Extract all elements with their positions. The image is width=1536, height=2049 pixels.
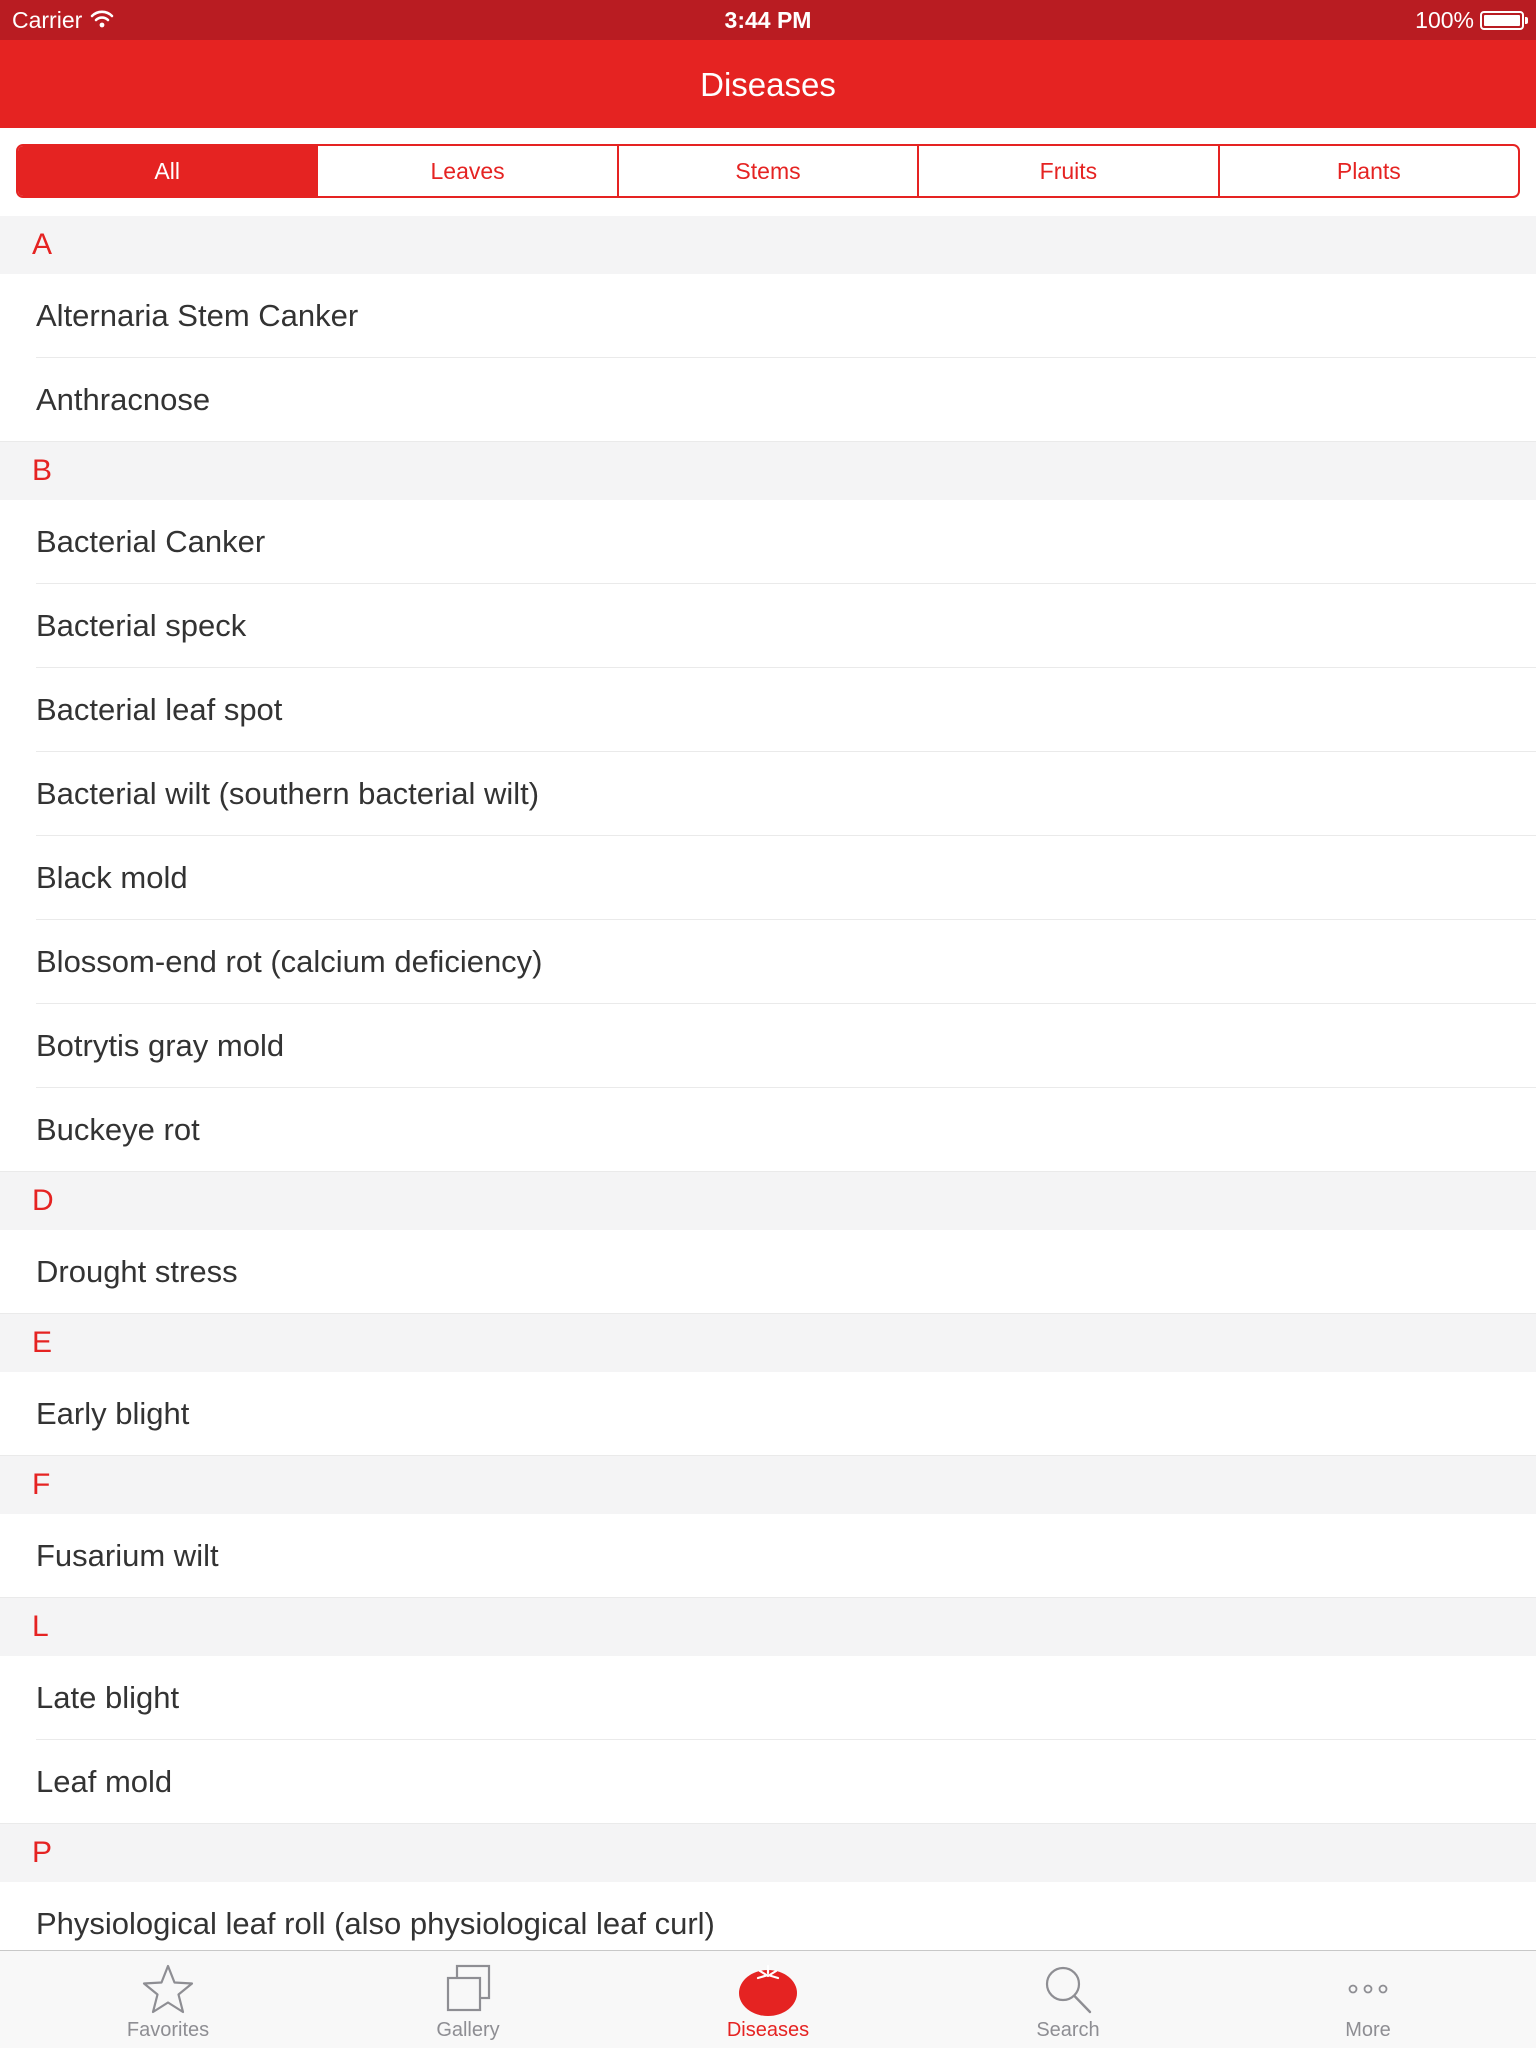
segment-leaves[interactable]: Leaves xyxy=(316,146,616,196)
segment-fruits[interactable]: Fruits xyxy=(917,146,1217,196)
tab-label: Favorites xyxy=(126,2019,210,2041)
section-header-p: P xyxy=(0,1824,1536,1882)
list-item[interactable]: Bacterial Canker xyxy=(0,500,1536,584)
search-icon xyxy=(1040,1961,1096,2017)
tab-diseases[interactable] xyxy=(618,1951,918,2049)
list-item[interactable]: Buckeye rot xyxy=(0,1088,1536,1172)
list-item[interactable]: Leaf mold xyxy=(0,1740,1536,1824)
star-icon xyxy=(140,1961,196,2017)
segment-stems[interactable]: Stems xyxy=(617,146,917,196)
list-item[interactable]: Fusarium wilt xyxy=(0,1514,1536,1598)
list-item[interactable]: Late blight xyxy=(0,1656,1536,1740)
list-item[interactable]: Drought stress xyxy=(0,1230,1536,1314)
tab-search[interactable] xyxy=(918,1951,1218,2049)
segment-all[interactable]: All xyxy=(18,146,316,196)
tab-gallery[interactable] xyxy=(318,1951,618,2049)
navigation-bar xyxy=(0,40,1536,128)
tab-label: Diseases xyxy=(726,2019,810,2041)
gallery-icon xyxy=(440,1961,496,2017)
page-title: Diseases xyxy=(700,66,836,103)
status-bar xyxy=(0,0,1536,40)
section-header-f: F xyxy=(0,1456,1536,1514)
carrier-label: Carrier xyxy=(12,7,83,33)
section-header-l: L xyxy=(0,1598,1536,1656)
tomato-icon xyxy=(736,1961,800,2017)
battery-icon xyxy=(1480,11,1524,30)
list-item[interactable]: Blossom-end rot (calcium deficiency) xyxy=(0,920,1536,1004)
list-item[interactable]: Early blight xyxy=(0,1372,1536,1456)
battery-percent: 100% xyxy=(1415,7,1474,33)
section-header-a: A xyxy=(0,216,1536,274)
tab-label: Search xyxy=(1036,2019,1100,2041)
tab-label: Gallery xyxy=(436,2019,500,2041)
list-item[interactable]: Bacterial wilt (southern bacterial wilt) xyxy=(0,752,1536,836)
section-header-e: E xyxy=(0,1314,1536,1372)
segment-plants[interactable]: Plants xyxy=(1218,146,1518,196)
list-item[interactable]: Anthracnose xyxy=(0,358,1536,442)
tab-more[interactable] xyxy=(1218,1951,1518,2049)
category-segmented-control xyxy=(16,144,1520,198)
tab-bar xyxy=(0,1950,1536,2048)
tab-favorites[interactable] xyxy=(18,1951,318,2049)
list-item[interactable]: Botrytis gray mold xyxy=(0,1004,1536,1088)
tab-label: More xyxy=(1345,2019,1391,2041)
list-item[interactable]: Bacterial leaf spot xyxy=(0,668,1536,752)
disease-list[interactable] xyxy=(0,216,1536,1950)
list-item[interactable]: Alternaria Stem Canker xyxy=(0,274,1536,358)
list-item[interactable]: Black mold xyxy=(0,836,1536,920)
list-item[interactable]: Physiological leaf roll (also physiological leaf curl) xyxy=(0,1882,1536,1950)
status-time: 3:44 PM xyxy=(724,7,812,33)
list-item[interactable]: Bacterial speck xyxy=(0,584,1536,668)
section-header-d: D xyxy=(0,1172,1536,1230)
section-header-b: B xyxy=(0,442,1536,500)
status-right xyxy=(1415,7,1524,34)
more-icon xyxy=(1340,1961,1396,2017)
